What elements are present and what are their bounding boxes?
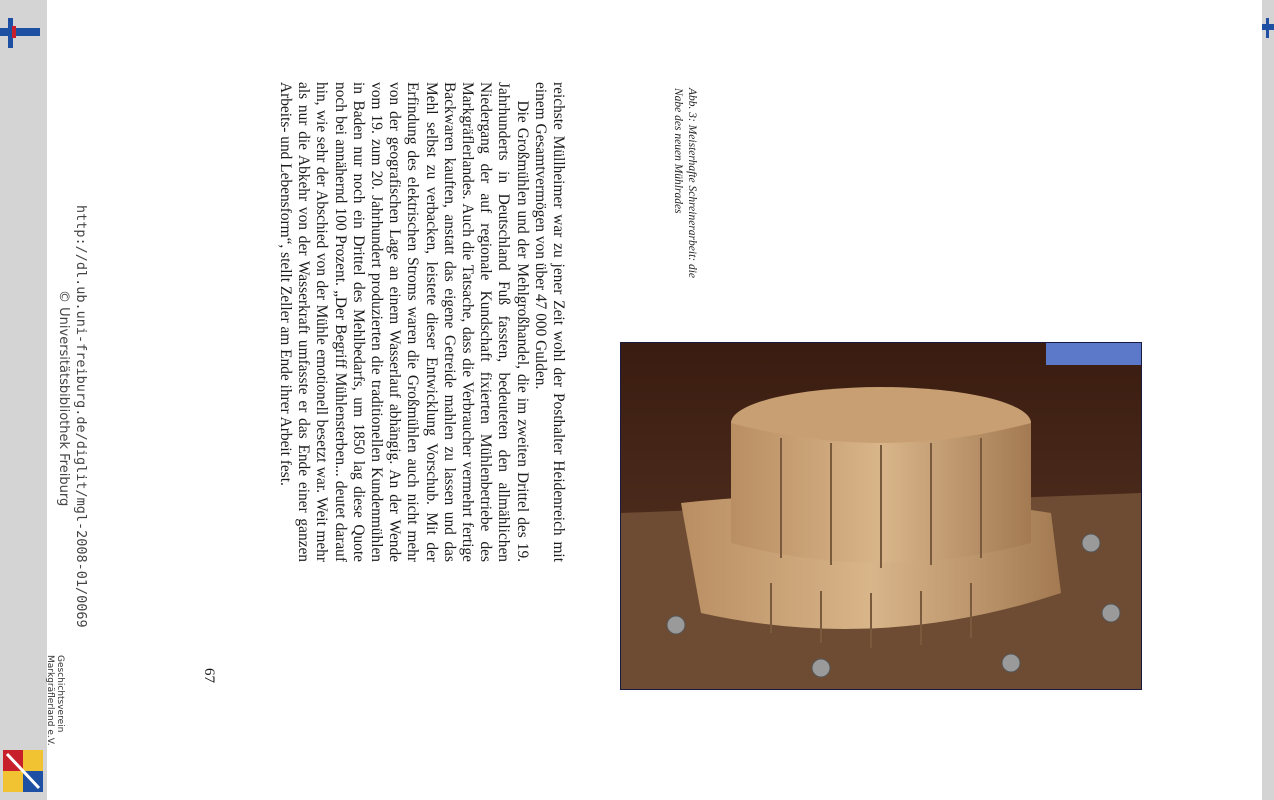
photo-wooden-hub (620, 342, 1142, 690)
body-text (247, 82, 567, 562)
scanner-margin-left (0, 0, 47, 800)
figure-caption: Abb. 3: Meisterhafte Schreinerarbeit: die Nabe des neuen Mühlrades (672, 88, 698, 279)
registration-mark-icon (1262, 18, 1274, 38)
scanner-margin-right (1262, 0, 1274, 800)
publisher-line: Geschichtsverein (55, 655, 65, 733)
registration-mark-icon (0, 18, 40, 48)
digitization-url: http://dl.ub.uni-freiburg.de/diglit/mgl-2008-01/0069 (73, 205, 89, 628)
page-number: 67 (201, 668, 217, 683)
paragraph: reichste Müllheimer war zu jener Zeit wohl der Posthalter Heidenreich mit einem Gesamtvermögen von über 47 000 Gulden. (531, 82, 567, 562)
book-page (47, 0, 1262, 800)
publisher-label (45, 655, 65, 746)
paragraph: Die Großmühlen und der Mehlgroßhandel, die im zweiten Drittel des 19. Jahrhunderts in Deutschland Fuß fassten, bedeuteten den allmählichen Niedergang der auf regionale Kundschaft fixierten Mühlenbetriebe des Markgräflerlandes. Auch die Tatsache, dass die Verbraucher vermehrt fertige Backwaren kauften, anstatt das eigene Getreide mahlen zu lassen und das Mehl selbst zu verbacken, leistete dieser Entwicklung Vorschub. Mit der Erfindung des elektrischen Stroms waren die Großmühlen auch nicht mehr von der geografischen Lage an einem Wasserlauf abhängig. An der Wende vom 19. zum 20. Jahrhundert produzierten die traditionellen Kundenmühlen in Baden nur noch ein Drittel des Mehlbedarfs, um 1850 lag diese Quote noch bei annähernd 100 Prozent. „Der Begriff Mühlensterben... deutet darauf hin, wie sehr der Abschied von der Mühle emotionell besetzt war. Weit mehr als nur die Abkehr von der Wasserkraft umfasste er das Ende einer ganzen Arbeits- und Lebensform“, stellt Zeller am Ende ihrer Arbeit fest. (276, 82, 531, 562)
publisher-line: Markgräflerland e.V. (45, 655, 55, 746)
copyright-notice: © Universitätsbibliothek Freiburg (56, 290, 71, 507)
crest-icon (3, 750, 43, 792)
